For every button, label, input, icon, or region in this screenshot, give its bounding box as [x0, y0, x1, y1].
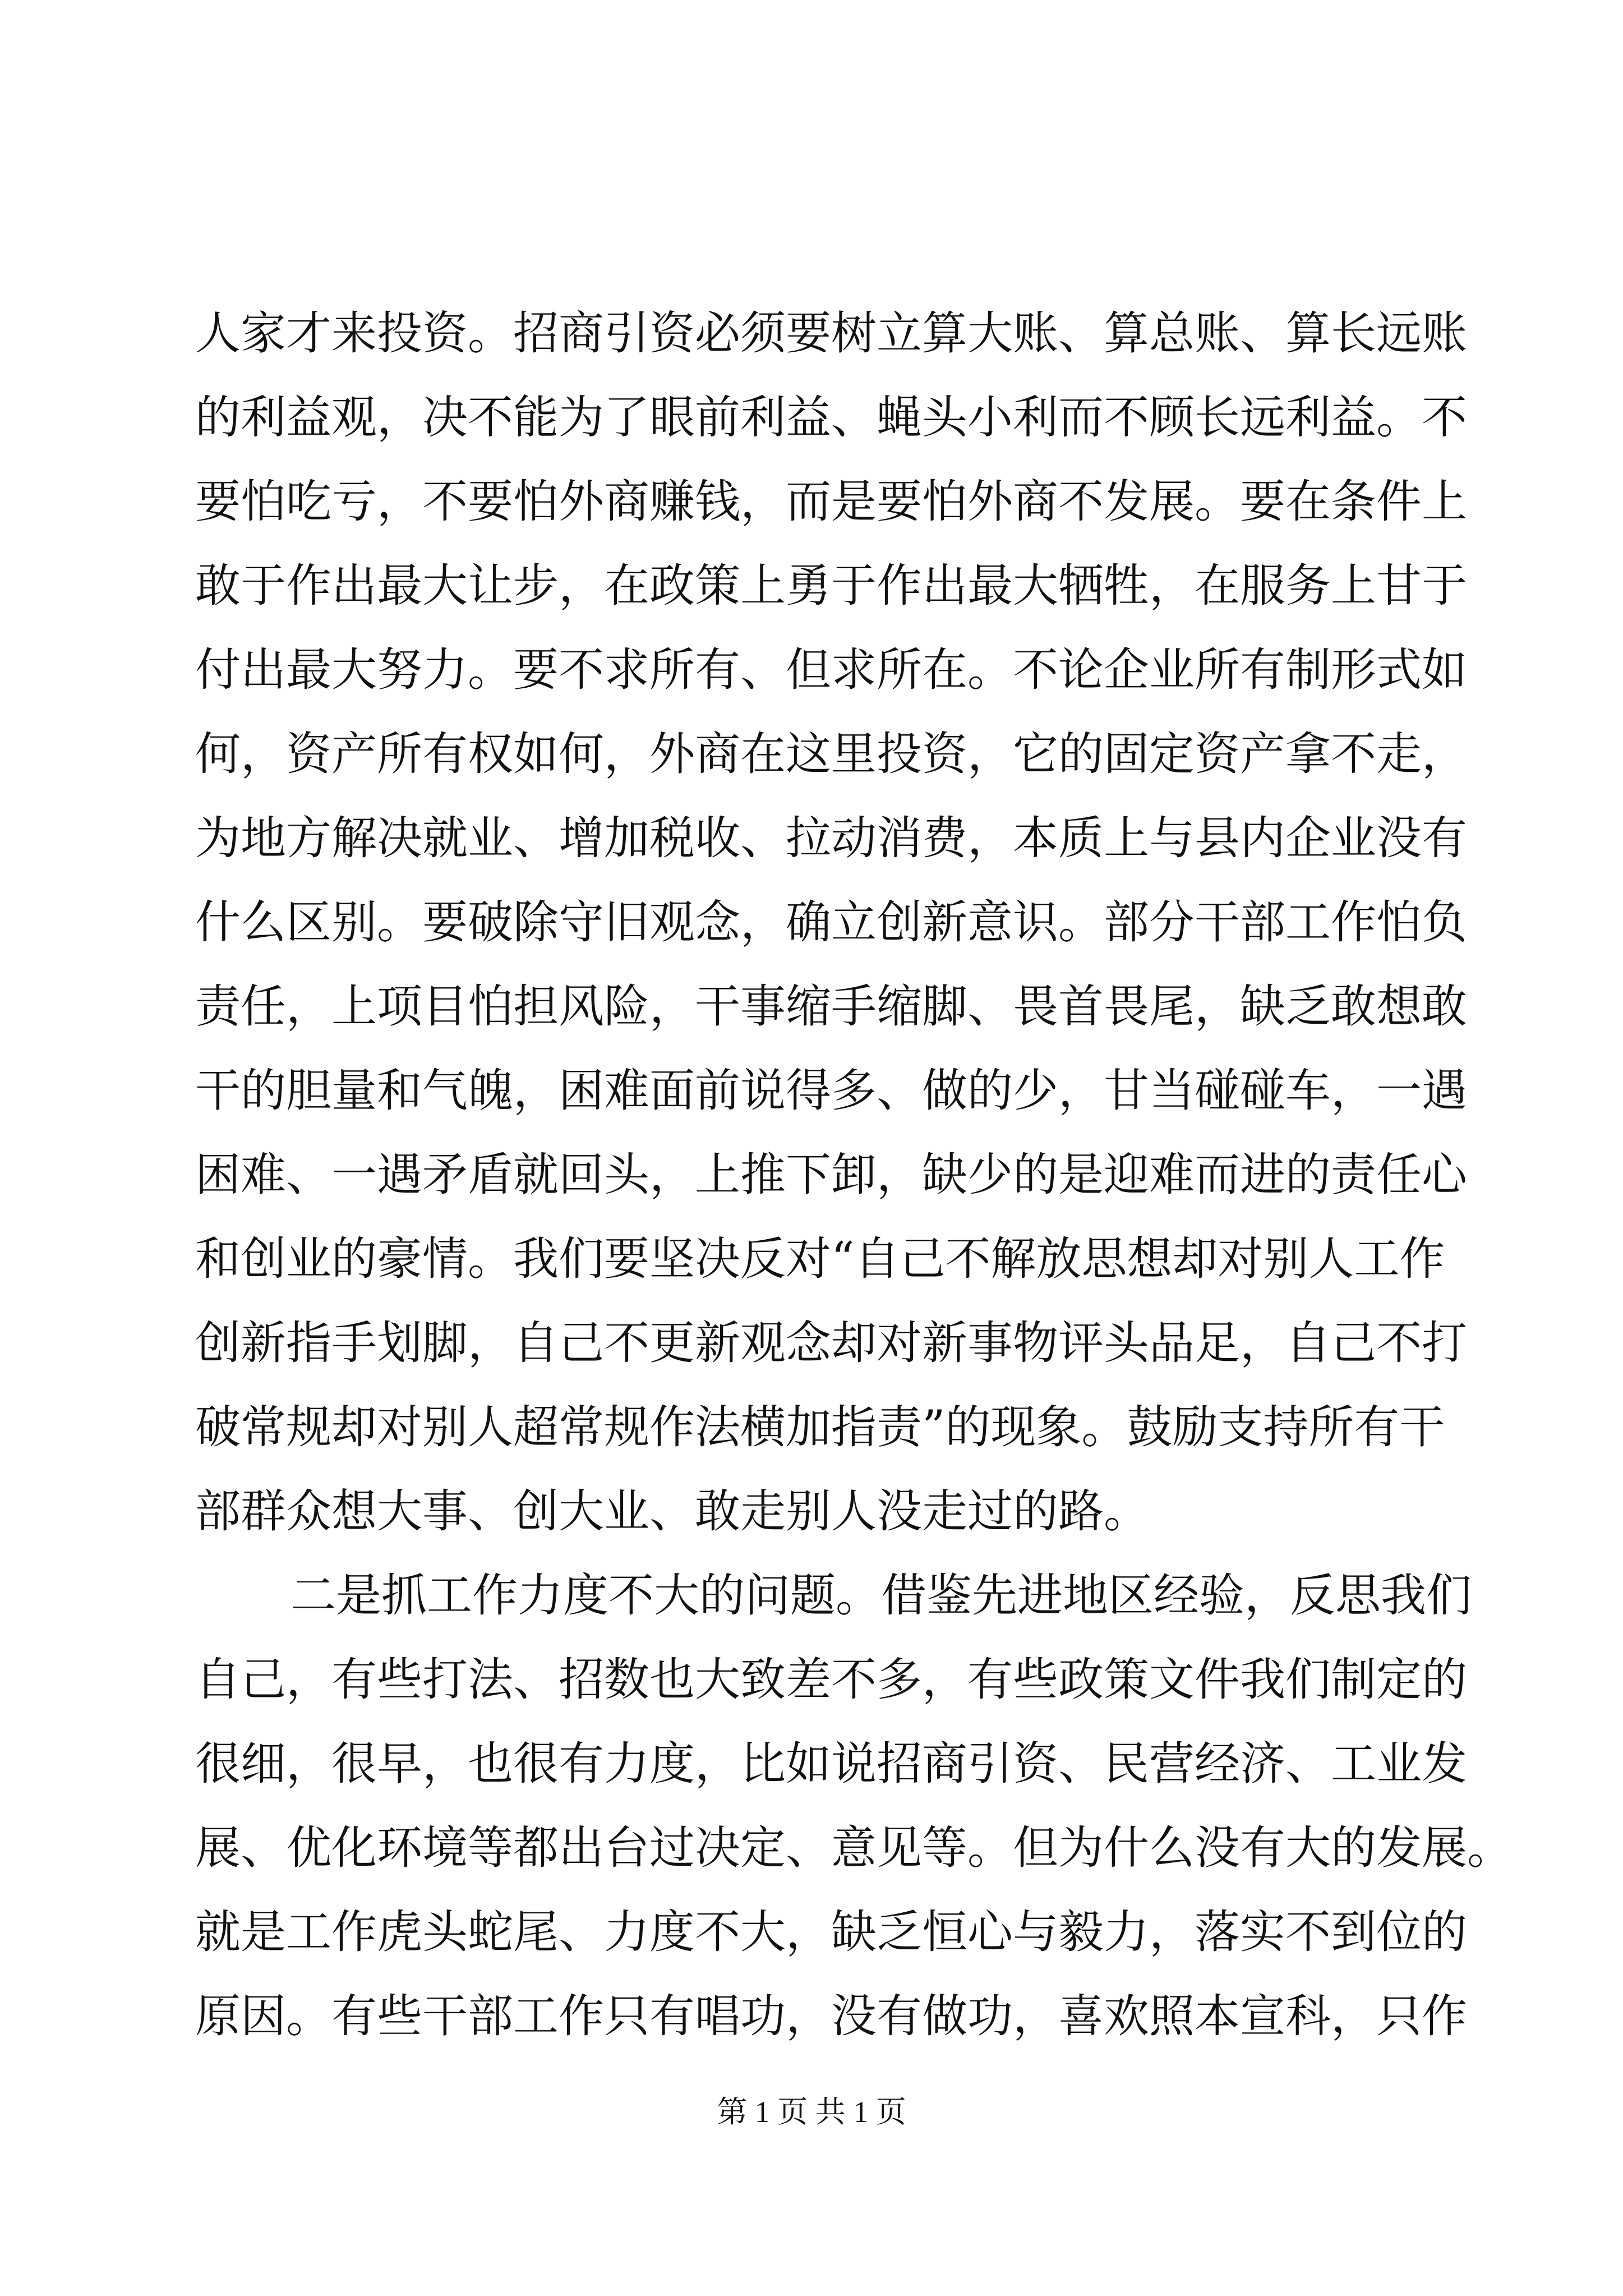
text-line: 自己，有些打法、招数也大致差不多，有些政策文件我们制定的 — [195, 1654, 1468, 1706]
text-line-paragraph-start: 二是抓工作力度不大的问题。借鉴先进地区经验，反思我们 — [291, 1570, 1472, 1622]
text-line: 敢于作出最大让步，在政策上勇于作出最大牺牲，在服务上甘于 — [195, 560, 1468, 613]
text-line: 展、优化环境等都出台过决定、意见等。但为什么没有大的发展。 — [195, 1822, 1513, 1875]
text-line: 为地方解决就业、增加税收、拉动消费，本质上与县内企业没有 — [195, 812, 1468, 865]
text-line: 就是工作虎头蛇尾、力度不大，缺乏恒心与毅力，落实不到位的 — [195, 1906, 1468, 1959]
text-line-paragraph-end: 部群众想大事、创大业、敢走别人没走过的路。 — [195, 1485, 1150, 1538]
text-line: 很细，很早，也很有力度，比如说招商引资、民营经济、工业发 — [195, 1738, 1468, 1791]
text-line: 和创业的豪情。我们要坚决反对“自己不解放思想却对别人工作 — [195, 1233, 1445, 1286]
text-line: 干的胆量和气魄，困难面前说得多、做的少，甘当碰碰车，一遇 — [195, 1065, 1468, 1117]
text-line: 什么区别。要破除守旧观念，确立创新意识。部分干部工作怕负 — [195, 896, 1468, 949]
text-line: 人家才来投资。招商引资必须要树立算大账、算总账、算长远账 — [195, 307, 1468, 360]
text-line: 责任，上项目怕担风险，干事缩手缩脚、畏首畏尾，缺乏敢想敢 — [195, 981, 1468, 1033]
page-number-label: 第 1 页 共 1 页 — [717, 2095, 906, 2129]
text-line: 原因。有些干部工作只有唱功，没有做功，喜欢照本宣科，只作 — [195, 1990, 1468, 2043]
text-line: 要怕吃亏，不要怕外商赚钱，而是要怕外商不发展。要在条件上 — [195, 476, 1468, 528]
page-footer — [0, 2092, 1623, 2132]
text-line: 创新指手划脚，自己不更新观念却对新事物评头品足，自己不打 — [195, 1317, 1468, 1370]
text-line: 付出最大努力。要不求所有、但求所在。不论企业所有制形式如 — [195, 644, 1468, 697]
text-line: 破常规却对别人超常规作法横加指责”的现象。鼓励支持所有干 — [195, 1401, 1445, 1454]
text-line: 的利益观，决不能为了眼前利益、蝇头小利而不顾长远利益。不 — [195, 392, 1468, 444]
text-line: 困难、一遇矛盾就回头，上推下卸，缺少的是迎难而进的责任心 — [195, 1149, 1468, 1202]
text-line: 何，资产所有权如何，外商在这里投资，它的固定资产拿不走， — [195, 728, 1468, 781]
body-text — [195, 292, 1513, 2059]
